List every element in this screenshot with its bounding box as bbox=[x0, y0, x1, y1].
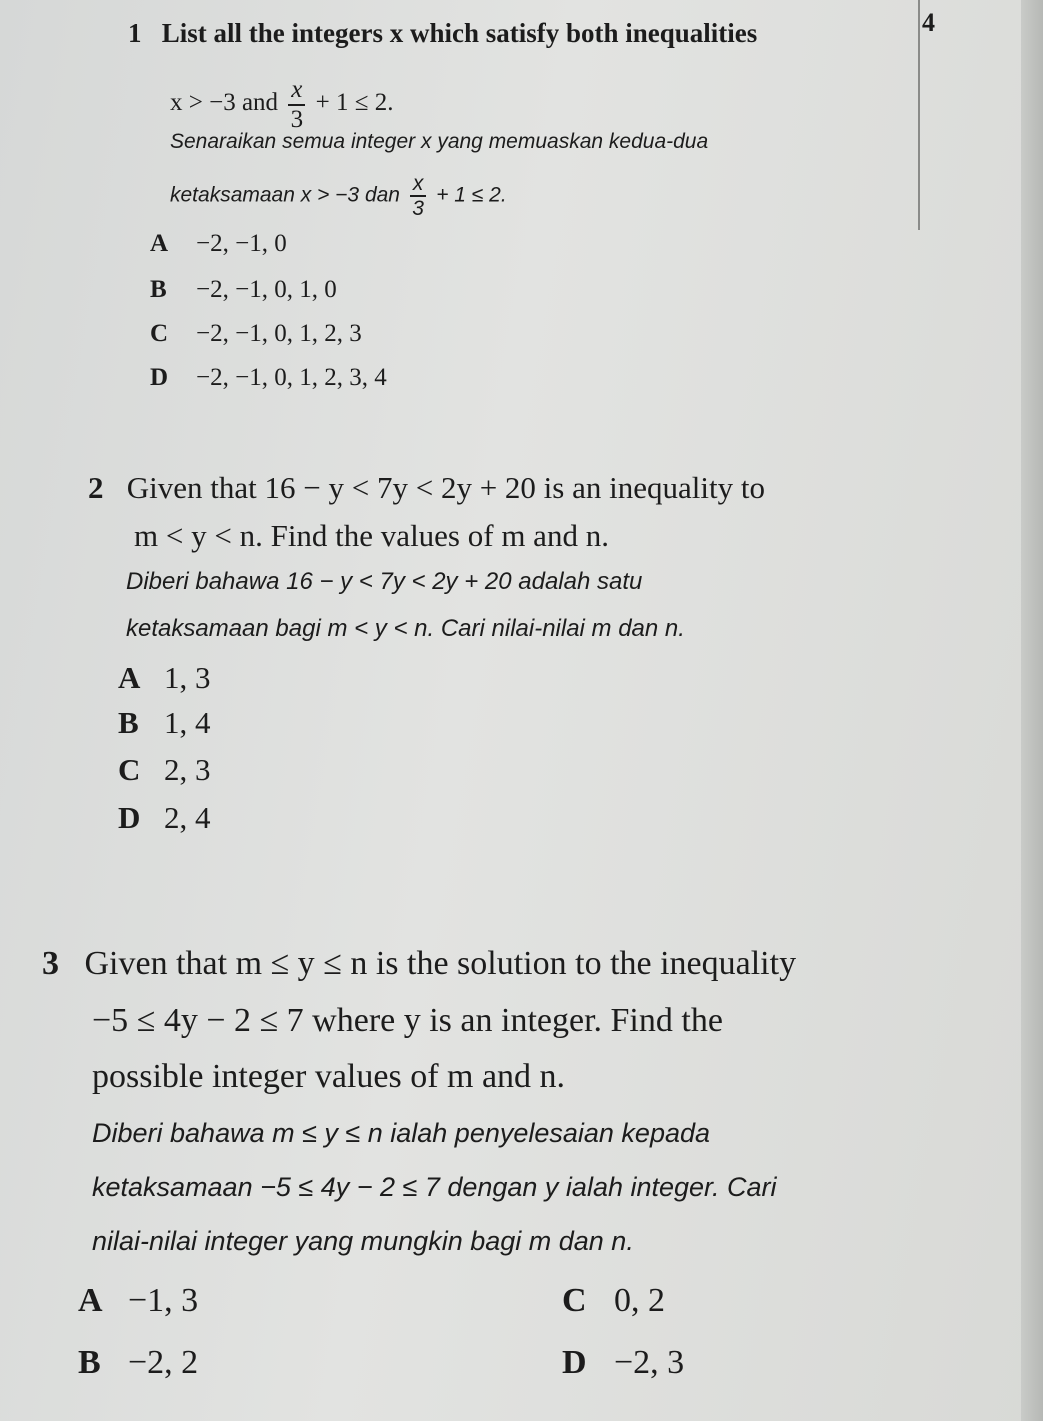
marks-label: 4 bbox=[922, 8, 935, 37]
option-d[interactable]: D −2, 3 bbox=[562, 1344, 685, 1381]
question-2-english-line-1: 2 Given that 16 − y < 7y < 2y + 20 is an inequality to bbox=[88, 470, 765, 505]
question-3-malay-line-3: nilai-nilai integer yang mungkin bagi m dan n. bbox=[92, 1226, 634, 1256]
question-3-malay-line-1: Diberi bahawa m ≤ y ≤ n ialah penyelesaian kepada bbox=[92, 1118, 711, 1148]
question-3-english-line-1: 3 Given that m ≤ y ≤ n is the solution to the inequality bbox=[42, 945, 797, 982]
fraction: $\frac{x}{3}$ bbox=[288, 76, 305, 133]
question-1-english-line-1: 1 List all the integers x which satisfy both inequalities bbox=[128, 18, 758, 48]
margin-rule bbox=[918, 0, 920, 230]
option-c[interactable]: C 2, 3 bbox=[118, 752, 211, 787]
question-number: 2 bbox=[88, 470, 104, 505]
option-a[interactable]: A −2, −1, 0 bbox=[150, 230, 287, 257]
option-d[interactable]: D −2, −1, 0, 1, 2, 3, 4 bbox=[150, 364, 387, 391]
question-1-malay-line-1: Senaraikan semua integer x yang memuaskan kedua-dua bbox=[170, 130, 709, 153]
option-c[interactable]: C 0, 2 bbox=[562, 1282, 665, 1319]
question-2-english-line-2: m < y < n. Find the values of m and n. bbox=[134, 518, 609, 553]
question-1-english-line-2: x > −3 and $\frac{x}{3}$ + 1 ≤ 2. bbox=[170, 76, 394, 133]
question-3-malay-line-2: ketaksamaan −5 ≤ 4y − 2 ≤ 7 dengan y ialah integer. Cari bbox=[92, 1172, 777, 1202]
option-a[interactable]: A −1, 3 bbox=[78, 1282, 199, 1319]
question-3-english-line-2: −5 ≤ 4y − 2 ≤ 7 where y is an integer. Find the bbox=[92, 1002, 723, 1039]
option-b[interactable]: B −2, −1, 0, 1, 0 bbox=[150, 276, 337, 303]
option-b[interactable]: B 1, 4 bbox=[118, 705, 211, 740]
question-number: 3 bbox=[42, 945, 59, 982]
option-d[interactable]: D 2, 4 bbox=[118, 800, 211, 835]
question-3-english-line-3: possible integer values of m and n. bbox=[92, 1058, 566, 1095]
question-2-malay-line-2: ketaksamaan bagi m < y < n. Cari nilai-nilai m dan n. bbox=[126, 615, 685, 642]
question-number: 1 bbox=[128, 18, 142, 48]
option-c[interactable]: C −2, −1, 0, 1, 2, 3 bbox=[150, 320, 362, 347]
fraction: $\frac{x}{3}$ bbox=[410, 172, 427, 220]
option-b[interactable]: B −2, 2 bbox=[78, 1344, 199, 1381]
question-2-malay-line-1: Diberi bahawa 16 − y < 7y < 2y + 20 adalah satu bbox=[126, 568, 643, 595]
option-a[interactable]: A 1, 3 bbox=[118, 660, 211, 695]
page-edge bbox=[1021, 0, 1043, 1421]
question-1-malay-line-2: ketaksamaan x > −3 dan $\frac{x}{3}$ + 1 ≤ 2. bbox=[170, 172, 507, 221]
